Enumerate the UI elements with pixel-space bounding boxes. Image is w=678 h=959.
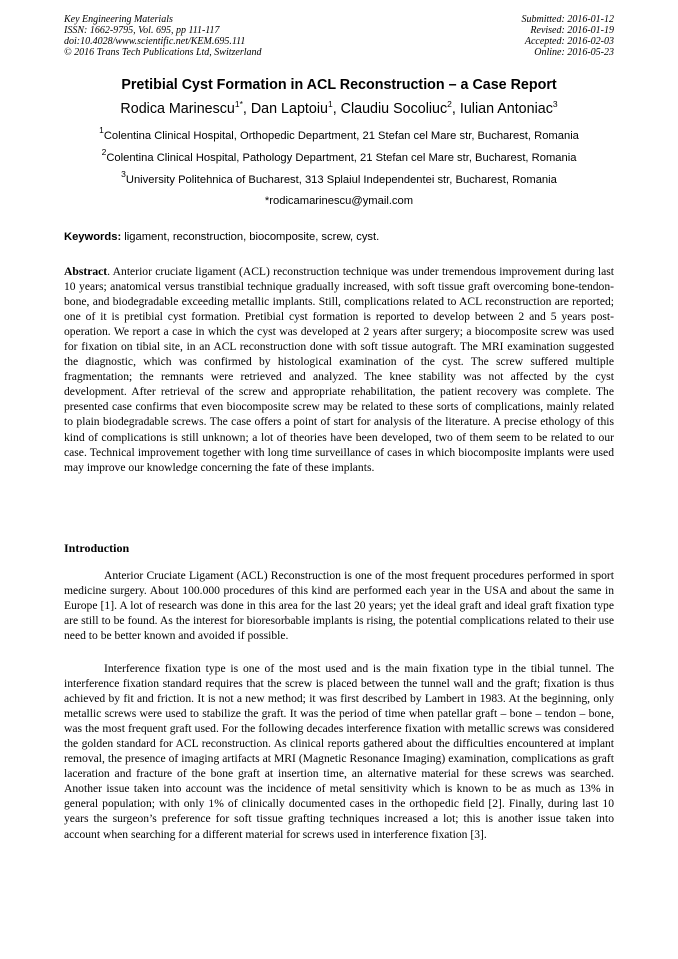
author-affiliation-mark: 2 — [447, 99, 452, 109]
abstract-label: Abstract — [64, 265, 108, 278]
author-affiliation-mark: 3 — [552, 99, 558, 109]
abstract-paragraph — [64, 264, 614, 475]
author-list: Rodica Marinescu$^{1*}$, Dan Laptoiu$^1$, Claudiu Socoliuc$^2$, Iulian Antoniac$^3$ — [120, 99, 558, 117]
introduction-paragraph-1: Anterior Cruciate Ligament (ACL) Reconstruction is one of the most frequent procedures performed in sport medicine surgery. About 100.000 procedures of this kind are performed each year in the USA and about the same in Europe [1]. A lot of research was done in this area for the last 20 years; yet the ideal graft and ideal graft fixation type are still to be found. As the interest for bioresorbable implants is rising, the potential complications related to their use need to be better known and avoided if possible. — [64, 569, 614, 643]
keywords-label: Keywords: — [64, 231, 122, 243]
affiliation-number: 2 — [101, 147, 107, 157]
author-name: Claudiu Socoliuc — [340, 101, 448, 117]
affiliation-2 — [0, 147, 678, 164]
keywords-text: ligament, reconstruction, biocomposite, screw, cyst. — [121, 231, 380, 243]
author-affiliation-mark: 1* — [234, 99, 243, 109]
affiliation-number: 1 — [99, 125, 104, 135]
affiliation-text: University Politehnica of Bucharest, 313 Splaiul Independentei str, Bucharest, Romania — [125, 174, 557, 186]
section-heading-introduction: Introduction — [64, 541, 130, 555]
revised-date: Revised: 2016-01-19 — [530, 25, 614, 36]
journal-copyright: © 2016 Trans Tech Publications Ltd, Switzerland — [64, 47, 262, 58]
paper-title: Pretibial Cyst Formation in ACL Reconstruction – a Case Report — [121, 77, 557, 93]
journal-info — [64, 14, 262, 58]
author-affiliation-mark: 1 — [327, 99, 333, 109]
author-name: Iulian Antoniac — [459, 101, 553, 117]
abstract-text: . Anterior cruciate ligament (ACL) reconstruction technique was under tremendous improvement during last 10 years; anatomical versus transtibial technique gradually increased, with soft tissue graft overcoming bone-tendon-bone, and biodegradable exceeding metallic implants. Still, complications related to ACL reconstruction are reported; one of it is pretibial cyst formation. Pretibial cyst formation is reported to develop between 2 and 5 years post-operation. We report a case in which the cyst was developed at 2 years after surgery; a biocomposite screw was used for fixation on tibial site, in an ACL reconstruction done with soft tissue autograft. The MRI examination suggested the diagnostic, which was confirmed by histological examination of the cyst. The screw suffered multiple fragmentation; the remnants were retrieved and analyzed. The knee stability was not affected by the cyst development. After retrieval of the screw and appropriate rehabilitation, the patient recovery was complete. The presented case confirms that even biocomposite screw may be related to these sorts of complications, mainly related to plain biodegradable screws. The case offers a point of start for analysis of the literature. A precise ethology of this kind of complications is still unknown; a lot of theories have been developed, two of them seem to be related to our case. Technical improvement together with long time surveillance of cases in which biocomposite implants were used may improve our knowledge concerning the fate of these implants. — [64, 265, 614, 474]
affiliation-1 — [0, 125, 678, 142]
journal-doi[interactable]: doi:10.4028/www.scientific.net/KEM.695.111 — [64, 36, 246, 47]
journal-issn: ISSN: 1662-9795, Vol. 695, pp 111-117 — [64, 25, 220, 36]
journal-name: Key Engineering Materials — [64, 14, 173, 25]
submitted-date: Submitted: 2016-01-12 — [521, 14, 614, 25]
affiliation-text: Colentina Clinical Hospital, Orthopedic Department, 21 Stefan cel Mare str, Bucharest, Romania — [103, 130, 579, 142]
affiliation-number: 3 — [121, 169, 126, 179]
publication-dates — [522, 14, 615, 58]
author-name: Dan Laptoiu — [250, 101, 328, 117]
accepted-date: Accepted: 2016-02-03 — [524, 36, 614, 47]
affiliation-3 — [0, 169, 678, 186]
introduction-paragraph-2: Interference fixation type is one of the most used and is the main fixation type in the tibial tunnel. The interference fixation standard requires that the screw is placed between the tunnel wall and the graft; fixation is thus achieved by fit and friction. It is not a new method; it was first described by Lambert in 1983. At the beginning, only metallic screws were used to stabilize the graft. It was the period of time when patellar graft – bone – tendon – bone, was the most frequent graft used. For the following decades interference fixation with metallic screws was considered the golden standard for ACL reconstruction. As clinical reports gathered about the difficulties encountered at implant removal, the presence of imaging artifacts at MRI (Magnetic Resonance Imaging) examination, complications as graft laceration and fracture of the bone graft at insertion time, an alternative material for these screws was searched. Another issue taken into account was the incidence of metal sensitivity which is known to be as much as 13% in general population; with only 1% of clinically documented cases in the orthopedic field [2]. Finally, during last 10 years the surgeon’s preference for soft tissue grafting techniques increased a lot; this is another issue taken into account when searching for a different material for screws used in interference fixation [3]. — [64, 662, 614, 841]
author-name: Rodica Marinescu — [120, 101, 235, 117]
affiliation-text: Colentina Clinical Hospital, Pathology Department, 21 Stefan cel Mare str, Bucharest, Romania — [106, 152, 577, 164]
online-date: Online: 2016-05-23 — [534, 47, 614, 58]
keywords-line — [64, 231, 379, 243]
corresponding-email[interactable]: *rodicamarinescu@ymail.com — [264, 195, 414, 207]
